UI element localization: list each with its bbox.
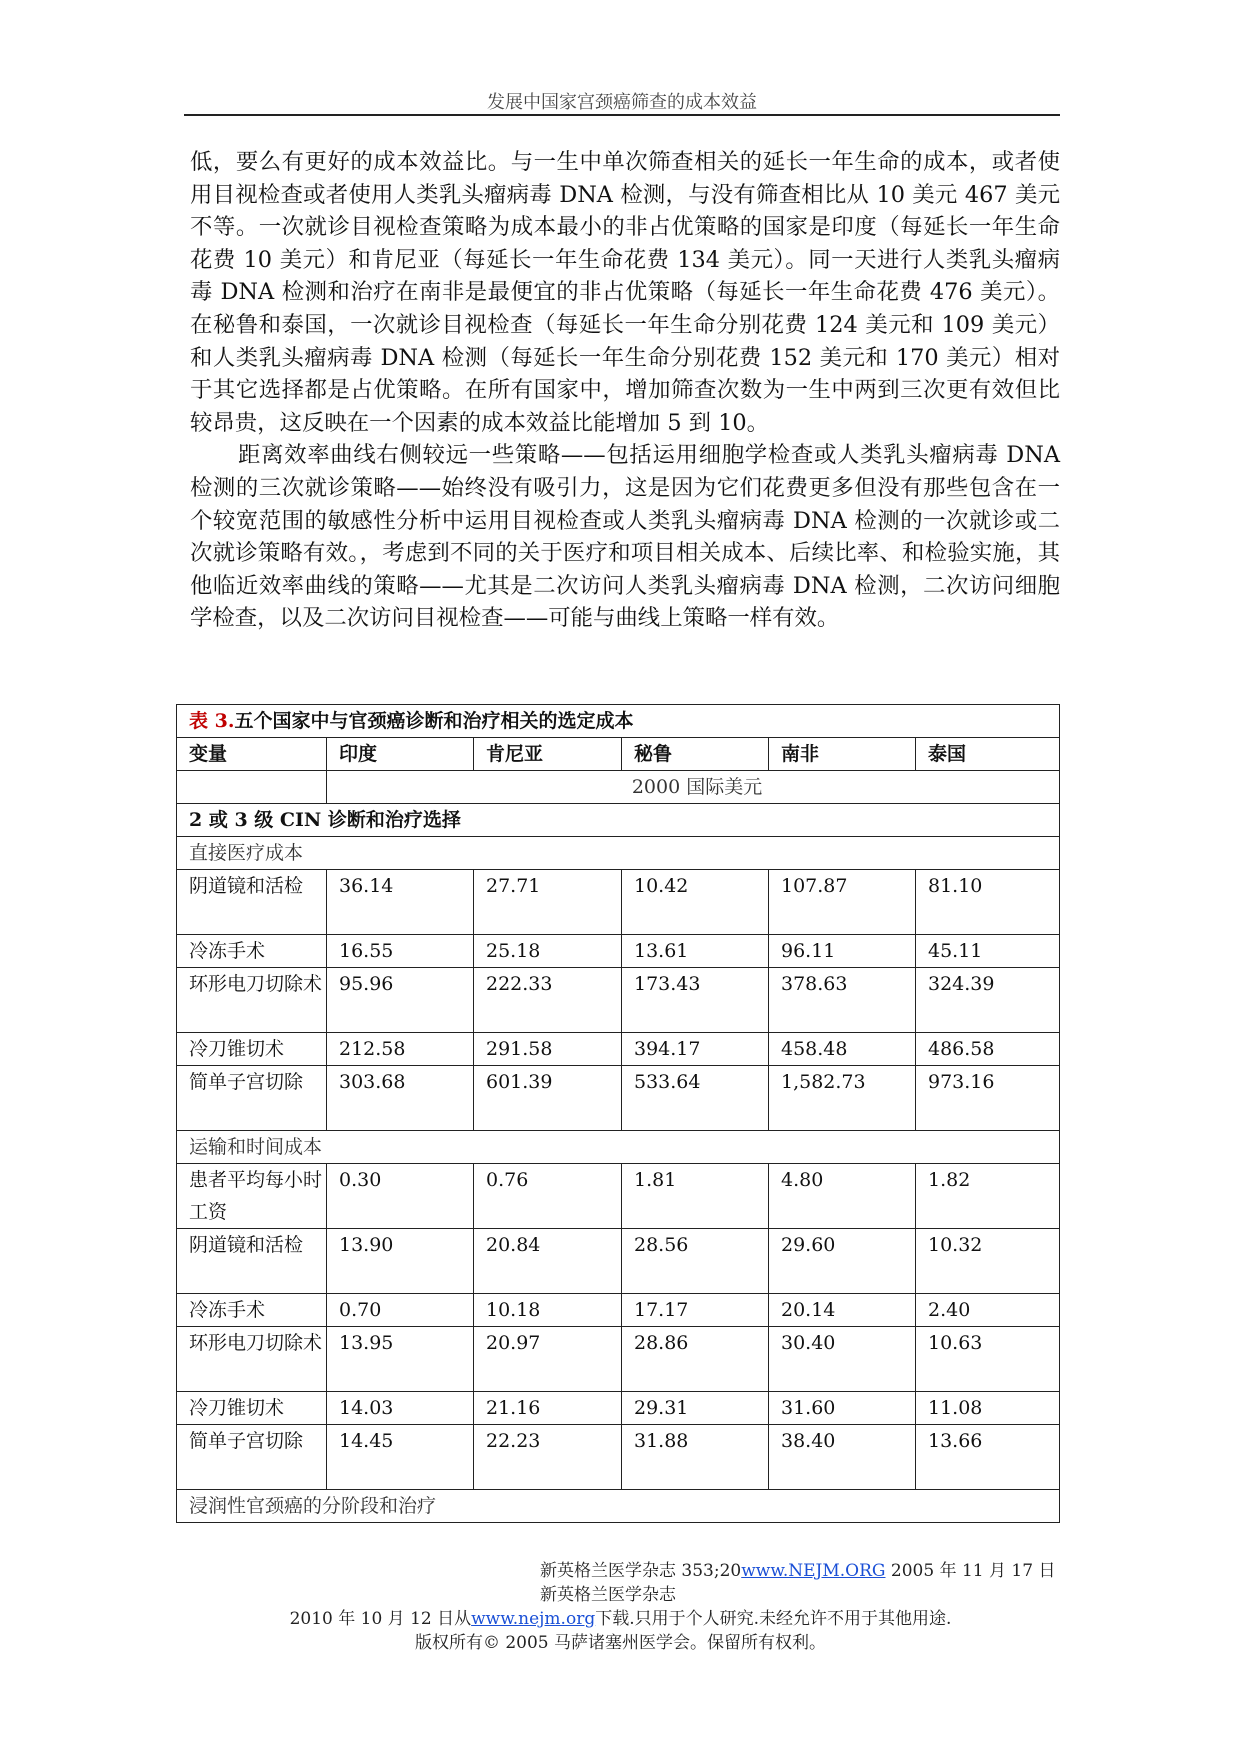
row-label: 冷冻手术 — [177, 1294, 327, 1327]
table-row — [177, 1066, 1060, 1131]
cell-value: 20.97 — [474, 1327, 622, 1392]
footer-journal: 新英格兰医学杂志 — [540, 1561, 676, 1581]
cell-value: 13.61 — [622, 935, 769, 968]
row-label: 患者平均每小时工资 — [177, 1164, 327, 1229]
cell-value: 173.43 — [622, 968, 769, 1033]
header-south-africa: 南非 — [769, 738, 916, 771]
subhead-transport-costs: 运输和时间成本 — [177, 1131, 1060, 1164]
table-row — [177, 968, 1060, 1033]
table-row — [177, 1425, 1060, 1490]
row-label: 阴道镜和活检 — [177, 1229, 327, 1294]
header-india: 印度 — [327, 738, 474, 771]
row-label: 环形电刀切除术 — [177, 1327, 327, 1392]
cell-value: 45.11 — [916, 935, 1060, 968]
cell-value: 212.58 — [327, 1033, 474, 1066]
cell-value: 291.58 — [474, 1033, 622, 1066]
row-label: 简单子宫切除 — [177, 1066, 327, 1131]
footer-issue: 353;20 — [681, 1561, 742, 1581]
header-variable: 变量 — [177, 738, 327, 771]
cell-value: 458.48 — [769, 1033, 916, 1066]
table-row — [177, 1033, 1060, 1066]
download-suffix: 下载.只用于个人研究.未经允许不用于其他用途. — [595, 1609, 952, 1629]
cell-value: 533.64 — [622, 1066, 769, 1131]
cell-value: 95.96 — [327, 968, 474, 1033]
footer-copyright: 版权所有© 2005 马萨诸塞州医学会。保留所有权利。 — [414, 1633, 827, 1653]
footer-site-link[interactable]: www.NEJM.ORG — [741, 1561, 886, 1581]
cell-value: 2.40 — [916, 1294, 1060, 1327]
running-head: 发展中国家宫颈癌筛查的成本效益 — [487, 92, 757, 113]
footer-citation — [540, 1556, 1055, 1581]
row-label: 简单子宫切除 — [177, 1425, 327, 1490]
section-row — [177, 804, 1060, 837]
table-row — [177, 870, 1060, 935]
cell-value: 36.14 — [327, 870, 474, 935]
cell-value: 1.81 — [622, 1164, 769, 1229]
subhead-row-2 — [177, 1131, 1060, 1164]
cell-value: 378.63 — [769, 968, 916, 1033]
cell-value: 22.23 — [474, 1425, 622, 1490]
cell-value: 13.66 — [916, 1425, 1060, 1490]
cell-value: 28.86 — [622, 1327, 769, 1392]
paragraph-1: 低，要么有更好的成本效益比。与一生中单次筛查相关的延长一年生命的成本，或者使用目视检查或者使用人类乳头瘤病毒 DNA 检测，与没有筛查相比从 10 美元 467 美元不等。一次就诊目视检查策略为成本最小的非占优策略的国家是印度（每延长一年生命花费 10 美元）和肯尼亚（每延长一年生命花费 134 美元）。同一天进行人类乳头瘤病毒 DNA 检测和治疗在南非是最便宜的非占优策略（每延长一年生命花费 476 美元）。在秘鲁和泰国，一次就诊目视检查（每延长一年生命分别花费 124 美元和 109 美元）和人类乳头瘤病毒 DNA 检测（每延长一年生命分别花费 152 美元和 170 美元）相对于其它选择都是占优策略。在所有国家中，增加筛查次数为一生中两到三次更有效但比较昂贵，这反映在一个因素的成本效益比能增加 5 到 10。 — [190, 149, 1060, 436]
subhead-direct-costs: 直接医疗成本 — [177, 837, 1060, 870]
cell-value: 96.11 — [769, 935, 916, 968]
row-label: 环形电刀切除术 — [177, 968, 327, 1033]
table-row — [177, 1392, 1060, 1425]
section-title: 2 或 3 级 CIN 诊断和治疗选择 — [177, 804, 1060, 837]
cell-value: 20.84 — [474, 1229, 622, 1294]
cell-value: 14.45 — [327, 1425, 474, 1490]
table-number: 表 3. — [189, 710, 235, 732]
subhead-row-1 — [177, 837, 1060, 870]
subhead-staging: 浸润性官颈癌的分阶段和治疗 — [177, 1490, 1060, 1523]
cell-value: 38.40 — [769, 1425, 916, 1490]
cell-value: 81.10 — [916, 870, 1060, 935]
table-caption — [177, 705, 1060, 738]
cell-value: 25.18 — [474, 935, 622, 968]
body-text — [190, 146, 1060, 635]
cell-value: 486.58 — [916, 1033, 1060, 1066]
header-rule — [184, 114, 1060, 116]
cell-value: 11.08 — [916, 1392, 1060, 1425]
cell-value: 28.56 — [622, 1229, 769, 1294]
cell-value: 0.76 — [474, 1164, 622, 1229]
cell-value: 29.60 — [769, 1229, 916, 1294]
row-label: 冷刀锥切术 — [177, 1392, 327, 1425]
table-title: 五个国家中与官颈癌诊断和治疗相关的选定成本 — [234, 710, 634, 732]
cell-value: 31.88 — [622, 1425, 769, 1490]
header-thailand: 泰国 — [916, 738, 1060, 771]
cell-value: 303.68 — [327, 1066, 474, 1131]
cell-value: 29.31 — [622, 1392, 769, 1425]
cell-value: 14.03 — [327, 1392, 474, 1425]
cell-value: 13.95 — [327, 1327, 474, 1392]
cell-value: 324.39 — [916, 968, 1060, 1033]
cell-value: 107.87 — [769, 870, 916, 935]
cell-value: 13.90 — [327, 1229, 474, 1294]
cell-value: 973.16 — [916, 1066, 1060, 1131]
cell-value: 601.39 — [474, 1066, 622, 1131]
row-label: 冷冻手术 — [177, 935, 327, 968]
paragraph-2: 距离效率曲线右侧较远一些策略——包括运用细胞学检查或人类乳头瘤病毒 DNA 检测的三次就诊策略——始终没有吸引力，这是因为它们花费更多但没有那些包含在一个较宽范围的敏感性分析中运用目视检查或人类乳头瘤病毒 DNA 检测的一次就诊或二次就诊策略有效。，考虑到不同的关于医疗和项目相关成本、后续比率、和检验实施，其他临近效率曲线的策略——尤其是二次访问人类乳头瘤病毒 DNA 检测，二次访问细胞学检查，以及二次访问目视检查——可能与曲线上策略一样有效。 — [190, 442, 1060, 632]
table-row — [177, 1327, 1060, 1392]
cost-table — [176, 704, 1060, 1523]
cell-value: 17.17 — [622, 1294, 769, 1327]
cell-value: 10.63 — [916, 1327, 1060, 1392]
cell-value: 31.60 — [769, 1392, 916, 1425]
cell-value: 16.55 — [327, 935, 474, 968]
row-label: 冷刀锥切术 — [177, 1033, 327, 1066]
table-row — [177, 935, 1060, 968]
footer-date: 2005 年 11 月 17 日 — [890, 1561, 1056, 1581]
cell-value: 10.32 — [916, 1229, 1060, 1294]
table-row — [177, 1294, 1060, 1327]
footer-journal-2: 新英格兰医学杂志 — [540, 1585, 676, 1605]
footer-download — [0, 1604, 1241, 1629]
cell-value: 10.18 — [474, 1294, 622, 1327]
cell-value: 394.17 — [622, 1033, 769, 1066]
header-peru: 秘鲁 — [622, 738, 769, 771]
table-header-row — [177, 738, 1060, 771]
table-caption-row — [177, 705, 1060, 738]
cell-value: 27.71 — [474, 870, 622, 935]
table-row — [177, 1164, 1060, 1229]
cell-value: 0.70 — [327, 1294, 474, 1327]
unit-label: 2000 国际美元 — [327, 771, 1060, 804]
cell-value: 0.30 — [327, 1164, 474, 1229]
cell-value: 4.80 — [769, 1164, 916, 1229]
cell-value: 1.82 — [916, 1164, 1060, 1229]
header-kenya: 肯尼亚 — [474, 738, 622, 771]
cell-value: 20.14 — [769, 1294, 916, 1327]
cell-value: 21.16 — [474, 1392, 622, 1425]
cell-value: 222.33 — [474, 968, 622, 1033]
table-row — [177, 1229, 1060, 1294]
unit-row — [177, 771, 1060, 804]
cell-value: 1,582.73 — [769, 1066, 916, 1131]
download-prefix: 2010 年 10 月 12 日从 — [289, 1609, 472, 1629]
cell-value: 10.42 — [622, 870, 769, 935]
subhead-row-3 — [177, 1490, 1060, 1523]
download-link[interactable]: www.nejm.org — [471, 1609, 596, 1629]
unit-spacer — [177, 771, 327, 804]
cell-value: 30.40 — [769, 1327, 916, 1392]
row-label: 阴道镜和活检 — [177, 870, 327, 935]
